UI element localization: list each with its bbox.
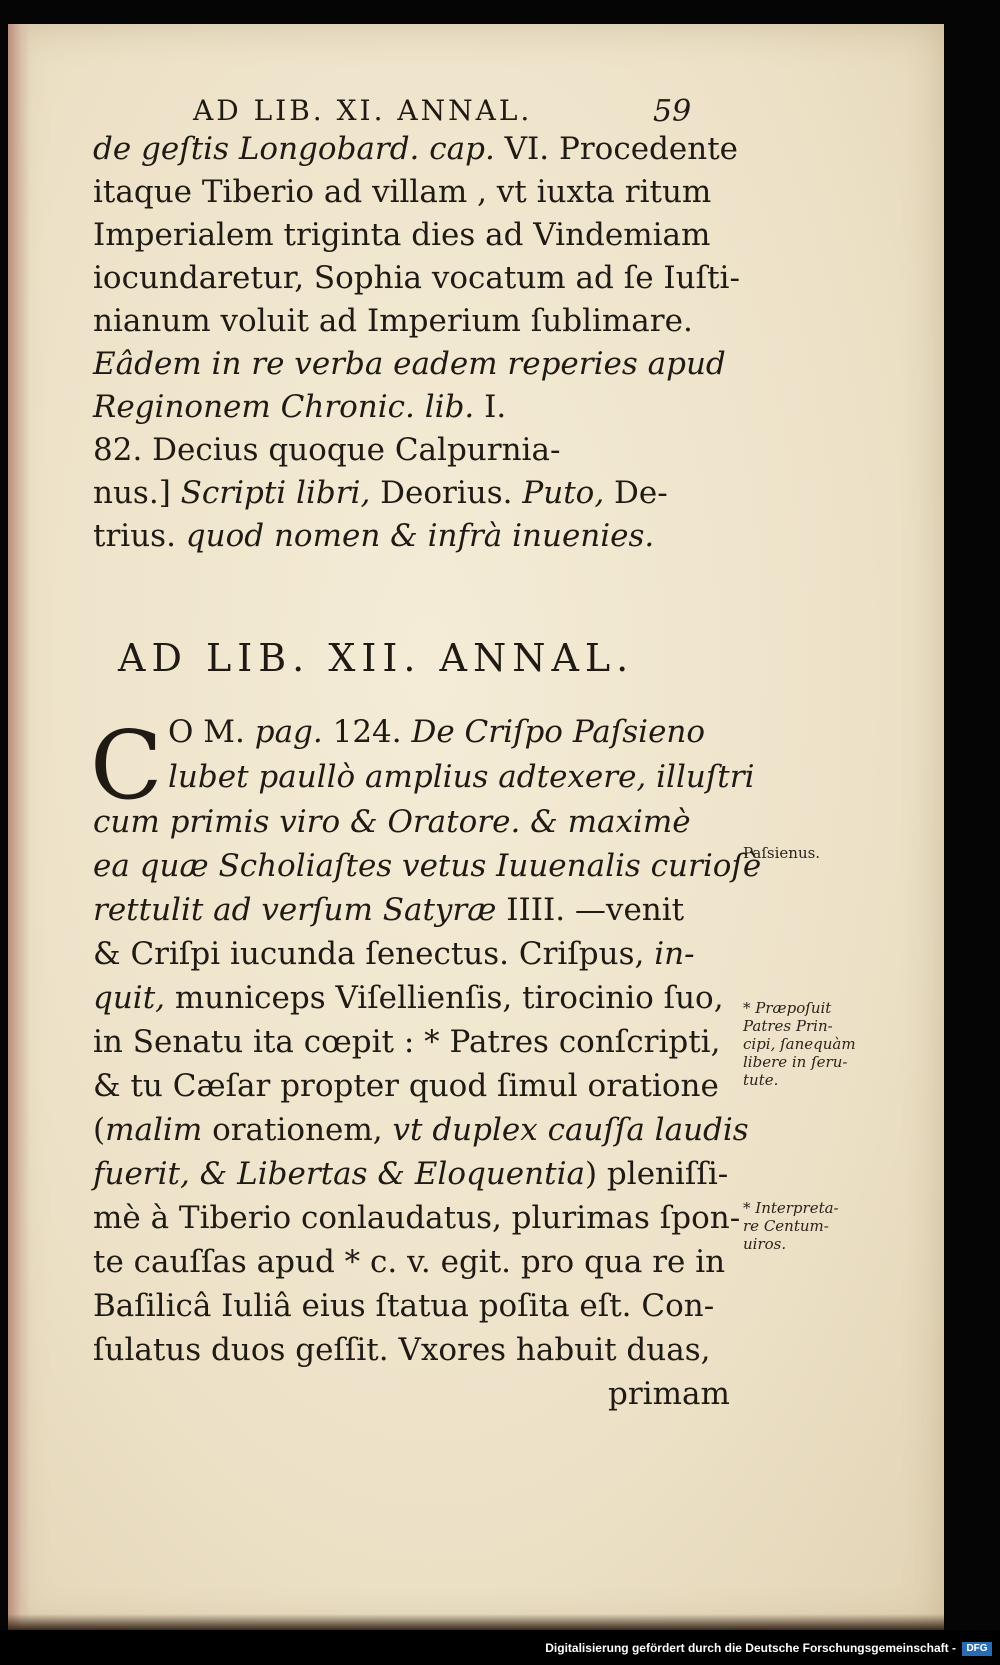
text-segment: te cauſſas apud * c. v. egit. pro qua re in: [93, 1244, 726, 1280]
text-segment: (: [93, 1112, 106, 1148]
text-line: [93, 430, 733, 470]
catchword: primam: [608, 1376, 730, 1412]
text-segment: nianum voluit ad Imperium ſublimare.: [93, 303, 693, 339]
text-line: [93, 473, 733, 513]
text-line: [93, 890, 733, 930]
text-segment: vt duplex cauſſa laudis: [392, 1112, 749, 1148]
text-segment: Imperialem triginta dies ad Vindemiam: [93, 217, 711, 253]
footer-credit: Digitalisierung gefördert durch die Deutsche Forschungsgemeinschaft -: [545, 1641, 956, 1655]
marginal-note-line: * Præpoſuit: [743, 999, 832, 1017]
page-number: 59: [653, 94, 692, 129]
text-segment: iocundaretur, Sophia vocatum ad ſe Iuſti-: [93, 260, 740, 296]
text-line: [93, 1330, 733, 1370]
text-line: [93, 344, 733, 384]
page-bottom-edge: [8, 1614, 944, 1630]
text-segment: Scripti libri,: [180, 475, 371, 511]
drop-cap: C: [90, 711, 163, 821]
dfg-logo: DFG: [962, 1642, 992, 1656]
text-segment: I.: [474, 389, 507, 425]
marginal-note: [743, 844, 820, 862]
text-segment: trius.: [93, 518, 186, 554]
text-segment: Eâdem in re verba eadem reperies apud: [93, 346, 726, 382]
text-segment: fuerit, & Libertas & Eloquentia: [93, 1156, 585, 1192]
text-segment: malim: [105, 1112, 203, 1148]
text-segment: Baſilicâ Iuliâ eius ſtatua poſita eſt. Con-: [93, 1288, 715, 1324]
section-heading: AD LIB. XII. ANNAL.: [118, 636, 635, 680]
text-segment: rettulit ad verſum Satyræ: [93, 892, 497, 928]
text-segment: cum primis viro & Oratore. & maximè: [93, 804, 691, 840]
text-line: [93, 215, 733, 255]
text-line: [93, 301, 733, 341]
text-segment: nus.]: [93, 475, 181, 511]
text-segment: Reginonem Chronic. lib.: [93, 389, 475, 425]
text-line: [93, 516, 733, 556]
text-line: [93, 802, 733, 842]
text-segment: orationem,: [202, 1112, 393, 1148]
text-segment: in-: [644, 936, 695, 972]
marginal-note-line: * Interpreta-: [743, 1199, 839, 1217]
text-segment: 82. Decius quoque Calpurnia-: [93, 432, 561, 468]
text-segment: quod nomen & infrà inuenies.: [185, 518, 655, 554]
text-segment: municeps Viſellienſis, tirocinio ſuo,: [165, 980, 724, 1016]
marginal-note-line: re Centum-: [743, 1217, 829, 1235]
text-segment: & Criſpi iucunda ſenectus. Criſpus,: [93, 936, 645, 972]
text-segment: & tu Cæſar propter quod ſimul oratione: [93, 1068, 719, 1104]
text-line: [93, 846, 762, 886]
text-line: [93, 1198, 741, 1238]
text-segment: de geſtis Longobard. cap.: [93, 131, 495, 167]
text-line: [93, 934, 733, 974]
dropcap-line-2: lubet paullò amplius adtexere, illuſtri: [168, 759, 755, 795]
page-binding-edge: [8, 24, 30, 1630]
text-segment: IIII. —venit: [496, 892, 685, 928]
marginal-note-line: Paſsienus.: [743, 844, 821, 862]
dropcap-line-1: O M. pag. 124. De Criſpo Paſsieno: [168, 714, 706, 750]
text-line: [93, 172, 733, 212]
text-line: [93, 258, 740, 298]
footer-bar: [0, 1630, 1000, 1665]
text-segment: Puto,: [522, 475, 605, 511]
text-segment: mè à Tiberio conlaudatus, plurimas ſpon-: [93, 1200, 741, 1236]
text-line: [93, 387, 733, 427]
text-segment: quit,: [93, 980, 166, 1016]
text-segment: in Senatu ita cœpit : * Patres conſcripti,: [93, 1024, 721, 1060]
marginal-note: [743, 1199, 839, 1253]
marginal-note-line: uiros.: [743, 1235, 787, 1253]
text-line: [93, 1154, 733, 1194]
running-title: AD LIB. XI. ANNAL.: [193, 94, 533, 127]
marginal-note-line: libere in ſeru-: [743, 1053, 848, 1071]
book-page: [8, 24, 944, 1630]
text-line: [93, 1066, 733, 1106]
marginal-note-line: Patres Prin-: [743, 1017, 833, 1035]
text-segment: itaque Tiberio ad villam , vt iuxta ritum: [93, 174, 712, 210]
marginal-note-line: tute.: [743, 1071, 779, 1089]
text-segment: ſulatus duos geſſit. Vxores habuit duas,: [93, 1332, 711, 1368]
text-line: [93, 1242, 733, 1282]
text-segment: De-: [604, 475, 668, 511]
text-segment: ea quæ Scholiaſtes vetus Iuuenalis curioſè: [93, 848, 762, 884]
text-line: [93, 1110, 749, 1150]
text-line: [93, 129, 739, 169]
text-line: [93, 1286, 733, 1326]
text-line: [93, 1022, 733, 1062]
marginal-note-line: cipi, ſanequàm: [743, 1035, 856, 1053]
text-segment: Deorius.: [370, 475, 523, 511]
marginal-note: [743, 999, 856, 1089]
text-line: [93, 978, 733, 1018]
text-segment: ) pleniſſi-: [584, 1156, 729, 1192]
text-segment: VI. Procedente: [494, 131, 739, 167]
